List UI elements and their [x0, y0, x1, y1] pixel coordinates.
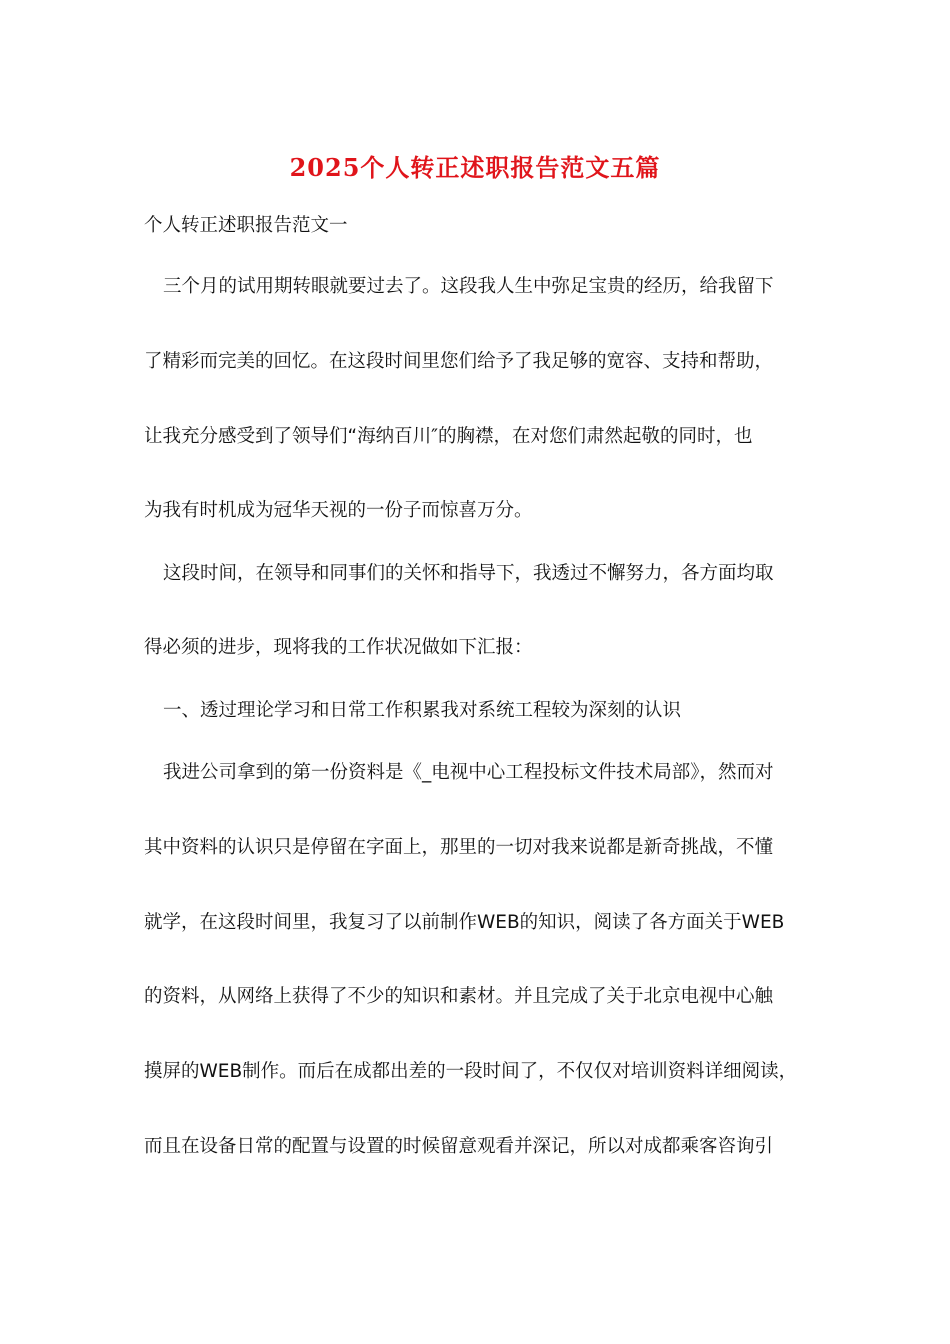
paragraph-line: 其中资料的认识只是停留在字面上，那里的一切对我来说都是新奇挑战，不懂: [144, 837, 774, 858]
paragraph-line: 就学，在这段时间里，我复习了以前制作WEB的知识，阅读了各方面关于WEB: [144, 912, 785, 933]
paragraph-line: 我进公司拿到的第一份资料是《_电视中心工程投标文件技术局部》，然而对: [163, 762, 774, 783]
paragraph-line: 三个月的试用期转眼就要过去了。这段我人生中弥足宝贵的经历，给我留下: [163, 276, 774, 297]
paragraph-line: 得必须的进步，现将我的工作状况做如下汇报：: [144, 637, 533, 658]
paragraph-line: 让我充分感受到了领导们“海纳百川″的胸襟，在对您们肃然起敬的同时，也: [144, 426, 753, 447]
paragraph-line: 为我有时机成为冠华天视的一份子而惊喜万分。: [144, 500, 533, 521]
section-heading: 一、透过理论学习和日常工作积累我对系统工程较为深刻的认识: [163, 700, 682, 721]
paragraph-line: 的资料，从网络上获得了不少的知识和素材。并且完成了关于北京电视中心触: [144, 986, 774, 1007]
paragraph-line: 了精彩而完美的回忆。在这段时间里您们给予了我足够的宽容、支持和帮助，: [144, 351, 774, 372]
paragraph-line: 而且在设备日常的配置与设置的时候留意观看并深记，所以对成都乘客咨询引: [144, 1136, 774, 1157]
document-title: 2025个人转正述职报告范文五篇: [289, 153, 661, 182]
section-subtitle: 个人转正述职报告范文一: [144, 215, 348, 236]
paragraph-line: 这段时间，在领导和同事们的关怀和指导下，我透过不懈努力，各方面均取: [163, 563, 774, 584]
paragraph-line: 摸屏的WEB制作。而后在成都出差的一段时间了，不仅仅对培训资料详细阅读，: [144, 1061, 798, 1082]
